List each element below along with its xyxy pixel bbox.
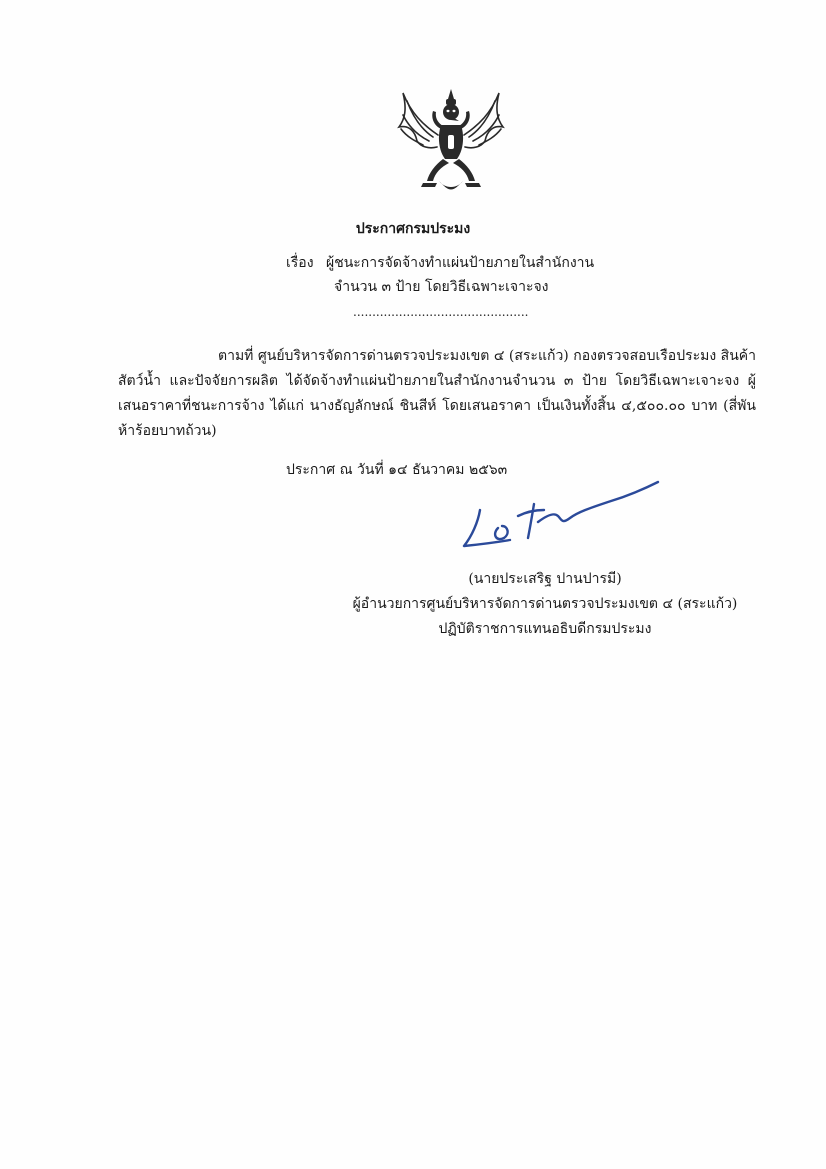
- subject-text-line1: ผู้ชนะการจัดจ้างทำแผ่นป้ายภายในสำนักงาน: [326, 255, 595, 271]
- body-paragraph: ตามที่ ศูนย์บริหารจัดการด่านตรวจประมงเขต ๔ (สระแก้ว) กองตรวจสอบเรือประมง สินค้าสัตว์น้ำ และปัจจัยการผลิต ได้จัดจ้างทำแผ่นป้ายภายในสำนักงานจำนวน ๓ ป้าย โดยวิธีเฉพาะเจาะจง ผู้เสนอราคาที่ชนะการจ้าง ได้แก่ นางธัญลักษณ์ ชินสีห์ โดยเสนอราคา เป็นเงินทั้งสิ้น ๔,๕๐๐.๐๐ บาท (สี่พันห้าร้อยบาทถ้วน): [118, 348, 756, 439]
- signer-position: ผู้อำนวยการศูนย์บริหารจัดการด่านตรวจประมงเขต ๔ (สระแก้ว): [352, 596, 738, 612]
- subject-text-line2: จำนวน ๓ ป้าย โดยวิธีเฉพาะเจาะจง: [334, 279, 549, 295]
- subject-label: เรื่อง: [286, 255, 314, 271]
- garuda-emblem-icon: [393, 85, 509, 195]
- signer-name: (นายประเสริฐ ปานปารมี): [468, 571, 622, 587]
- announcement-date: ประกาศ ณ วันที่ ๑๔ ธันวาคม ๒๕๖๓: [286, 462, 508, 478]
- subject-line: [286, 252, 594, 274]
- document-title: ประกาศกรมประมง: [355, 221, 471, 237]
- separator-line: ..............................................: [353, 305, 529, 319]
- signer-block: [330, 567, 760, 642]
- handwritten-signature: [458, 476, 664, 552]
- signer-acting: ปฏิบัติราชการแทนอธิบดีกรมประมง: [438, 621, 652, 637]
